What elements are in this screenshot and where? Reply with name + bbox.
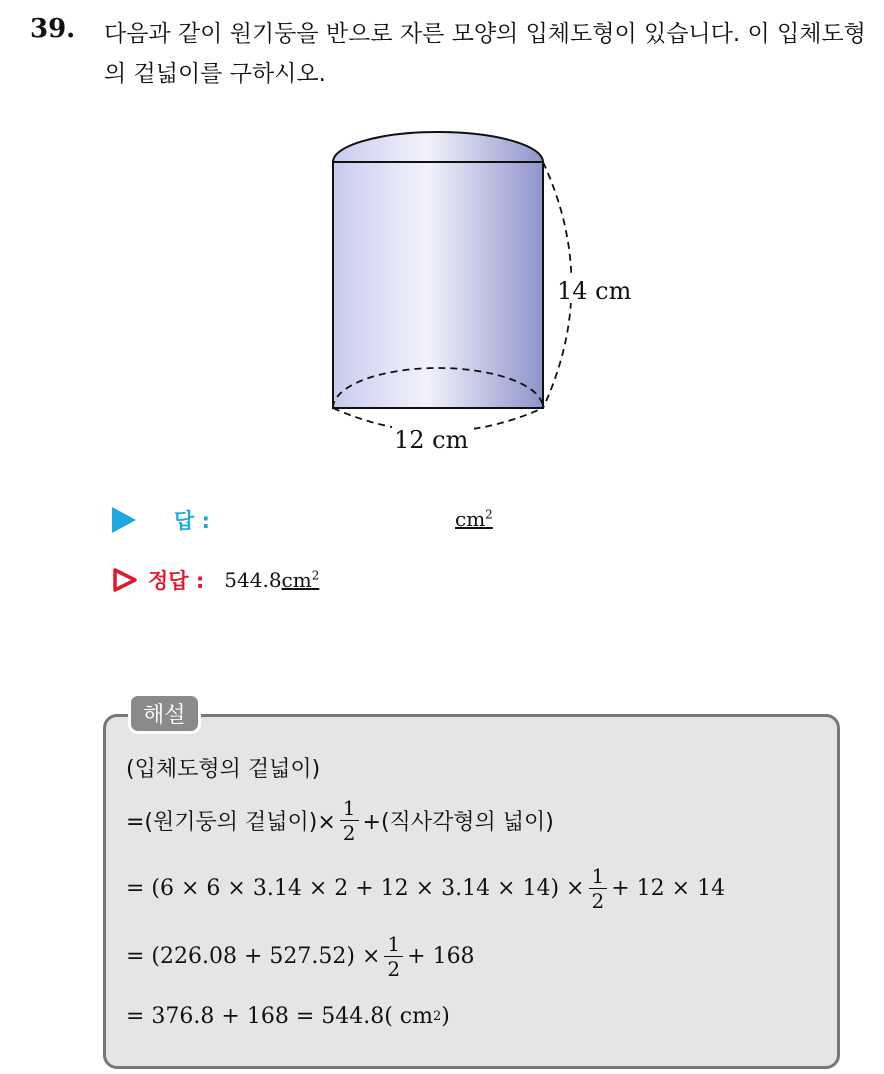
explanation-line-2: =(원기둥의 겉넓이)× $\frac{1}{2}$ +(직사각형의 넓이) — [126, 796, 554, 845]
play-outline-icon — [112, 567, 138, 593]
base-label: 12 cm — [394, 426, 469, 454]
answer-label: 답 : — [174, 509, 210, 533]
height-label: 14 cm — [557, 277, 632, 305]
explanation-line-1: (입체도형의 겉넓이) — [126, 757, 321, 782]
answer-row — [112, 505, 210, 535]
solution-row — [112, 565, 319, 595]
question-text: 다음과 같이 원기둥을 반으로 자른 모양의 입체도형이 있습니다. 이 입체도형의 겉넓이를 구하시오. — [104, 21, 866, 87]
question-number: 39. — [30, 14, 76, 44]
solution-unit: $cm^2$ — [281, 568, 320, 592]
cylinder-body — [333, 132, 543, 408]
fraction-half: $\frac{1}{2}$ — [340, 796, 359, 845]
fraction-half: $\frac{1}{2}$ — [384, 932, 403, 981]
answer-unit: $cm^2$ — [455, 507, 493, 531]
solution-value: 544.8 — [224, 568, 282, 592]
fraction-half: $\frac{1}{2}$ — [589, 864, 608, 913]
half-cylinder-figure — [320, 125, 650, 465]
explanation-line-5: = 376.8 + 168 = 544.8( cm 2 ) — [126, 1004, 450, 1029]
play-triangle-icon — [112, 507, 136, 533]
explanation-line-4: = (226.08 + 527.52) × $\frac{1}{2}$ + 168 — [126, 932, 475, 981]
explanation-title: 해설 — [128, 693, 201, 734]
explanation-line-3: = (6 × 6 × 3.14 × 2 + 12 × 3.14 × 14) × $\frac{1}{2}$ + 12 × 14 — [126, 864, 726, 913]
solution-label: 정답 : — [148, 569, 205, 593]
